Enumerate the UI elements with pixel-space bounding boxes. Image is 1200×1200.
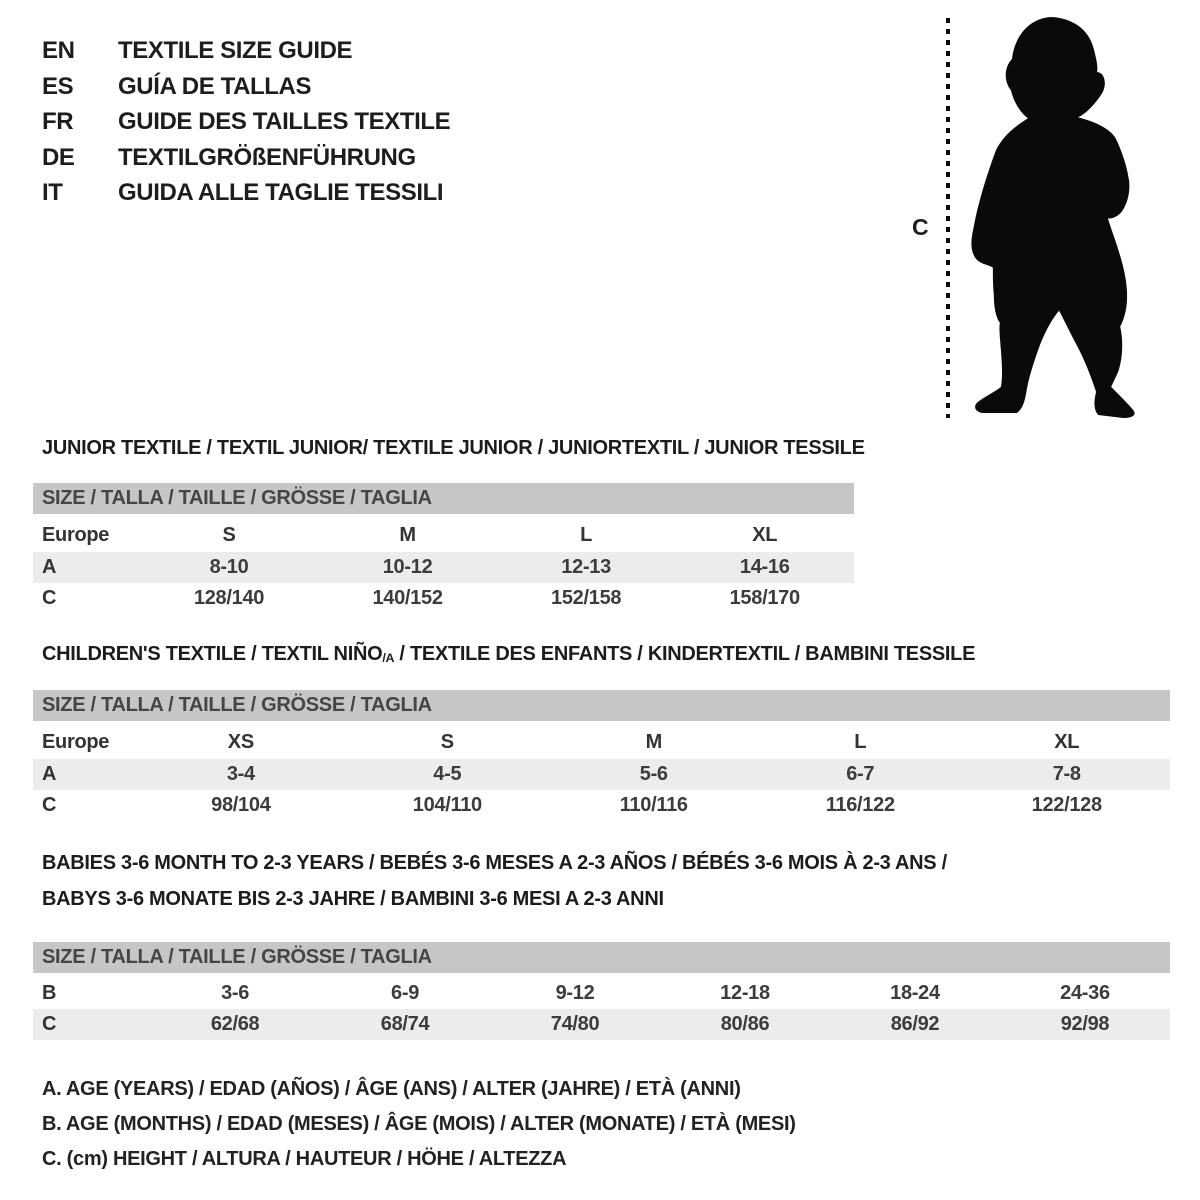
babies-title-line1: BABIES 3-6 MONTH TO 2-3 YEARS / BEBÉS 3-6 MESES A 2-3 AÑOS / BÉBÉS 3-6 MOIS À 2-3 ANS / [42,852,947,874]
value-cell: 98/104 [211,794,271,816]
height-dashed-line [946,18,950,418]
babies-title-line2: BABYS 3-6 MONATE BIS 2-3 JAHRE / BAMBINI 3-6 MESI A 2-3 ANNI [42,888,664,910]
value-cell: 104/110 [412,794,482,816]
language-row [42,104,450,140]
value-cell: 18-24 [890,982,940,1004]
table-row-age [33,759,1170,790]
language-title: GUIDE DES TAILLES TEXTILE [118,108,451,135]
row-label: A [42,556,57,578]
value-cell: 110/116 [619,794,688,816]
value-cell: 74/80 [550,1013,600,1035]
table-row-months [33,978,1170,1009]
language-title: GUÍA DE TALLAS [118,72,312,100]
value-cell: 4-5 [433,763,462,785]
value-cell: 6-9 [391,982,420,1004]
table-row-height [33,1009,1170,1040]
language-title: TEXTILE SIZE GUIDE [118,37,353,64]
size-header-bar: SIZE / TALLA / TAILLE / GRÖSSE / TAGLIA [33,942,1170,973]
value-cell: 128/140 [193,587,265,609]
size-cell: S [222,524,236,546]
junior-size-table [33,483,854,614]
language-code: DE [42,143,75,171]
row-label: A [42,763,57,785]
children-table [33,726,1170,821]
table-row-region [33,726,1170,759]
height-marker-label: C [912,214,929,240]
language-row [42,140,450,176]
value-cell: 92/98 [1060,1013,1110,1035]
value-cell: 122/128 [1031,794,1102,816]
language-row [42,69,450,105]
toddler-silhouette-icon [958,14,1145,420]
value-cell: 14-16 [739,556,790,578]
language-code: EN [42,37,75,64]
value-cell: 140/152 [372,587,443,609]
table-row-height [33,583,854,614]
babies-table [33,978,1170,1040]
language-code: FR [42,108,74,135]
value-cell: 3-4 [226,763,255,785]
value-cell: 8-10 [209,556,249,578]
language-code: IT [42,179,63,206]
language-header [42,33,450,211]
height-figure [900,14,1150,424]
value-cell: 68/74 [380,1013,430,1035]
children-title-subscript: /A [382,651,395,666]
value-cell: 9-12 [555,982,595,1004]
value-cell: 86/92 [890,1013,940,1035]
language-row [42,175,450,211]
size-cell: XL [752,524,778,546]
table-row-region [33,519,854,552]
language-title: TEXTILGRÖßENFÜHRUNG [118,143,416,171]
legend-line-c: C. (cm) HEIGHT / ALTURA / HAUTEUR / HÖHE / ALTEZZA [42,1148,567,1170]
children-size-table [33,690,1170,821]
region-label: Europe [42,731,110,753]
size-header-bar: SIZE / TALLA / TAILLE / GRÖSSE / TAGLIA [33,483,854,514]
value-cell: 12-13 [561,556,611,578]
size-cell: S [440,731,454,753]
value-cell: 152/158 [551,587,622,609]
value-cell: 7-8 [1052,763,1081,785]
value-cell: 116/122 [825,794,895,816]
size-cell: XS [227,731,254,753]
children-section-title [42,643,975,666]
table-row-height [33,790,1170,821]
babies-size-table [33,942,1170,1040]
row-label: B [42,982,57,1004]
row-label: C [42,794,57,816]
size-cell: L [580,524,593,546]
row-label: C [42,587,57,609]
babies-section-title [42,845,947,917]
table-row-age [33,552,854,583]
region-label: Europe [42,524,110,546]
size-header-bar: SIZE / TALLA / TAILLE / GRÖSSE / TAGLIA [33,690,1170,721]
size-cell: M [399,524,416,546]
language-title: GUIDA ALLE TAGLIE TESSILI [118,179,444,206]
size-cell: XL [1054,731,1080,753]
language-code: ES [42,72,74,100]
value-cell: 158/170 [729,587,800,609]
legend [42,1072,796,1177]
legend-line-b: B. AGE (MONTHS) / EDAD (MESES) / ÂGE (MOIS) / ALTER (MONATE) / ETÀ (MESI) [42,1113,796,1135]
size-cell: L [854,731,867,753]
value-cell: 3-6 [221,982,250,1004]
language-row [42,33,450,69]
value-cell: 10-12 [382,556,433,578]
children-title-part1: CHILDREN'S TEXTILE / TEXTIL NIÑO [42,643,383,665]
value-cell: 80/86 [720,1013,770,1035]
value-cell: 5-6 [639,763,668,785]
value-cell: 12-18 [720,982,770,1004]
children-title-part2: / TEXTILE DES ENFANTS / KINDERTEXTIL / BAMBINI TESSILE [394,643,976,665]
value-cell: 24-36 [1060,982,1110,1004]
legend-line-a: A. AGE (YEARS) / EDAD (AÑOS) / ÂGE (ANS) / ALTER (JAHRE) / ETÀ (ANNI) [42,1078,741,1100]
junior-section-title: JUNIOR TEXTILE / TEXTIL JUNIOR/ TEXTILE JUNIOR / JUNIORTEXTIL / JUNIOR TESSILE [42,437,865,459]
junior-table [33,519,854,614]
row-label: C [42,1013,57,1035]
value-cell: 6-7 [846,763,875,785]
size-cell: M [645,731,662,753]
value-cell: 62/68 [210,1013,260,1035]
